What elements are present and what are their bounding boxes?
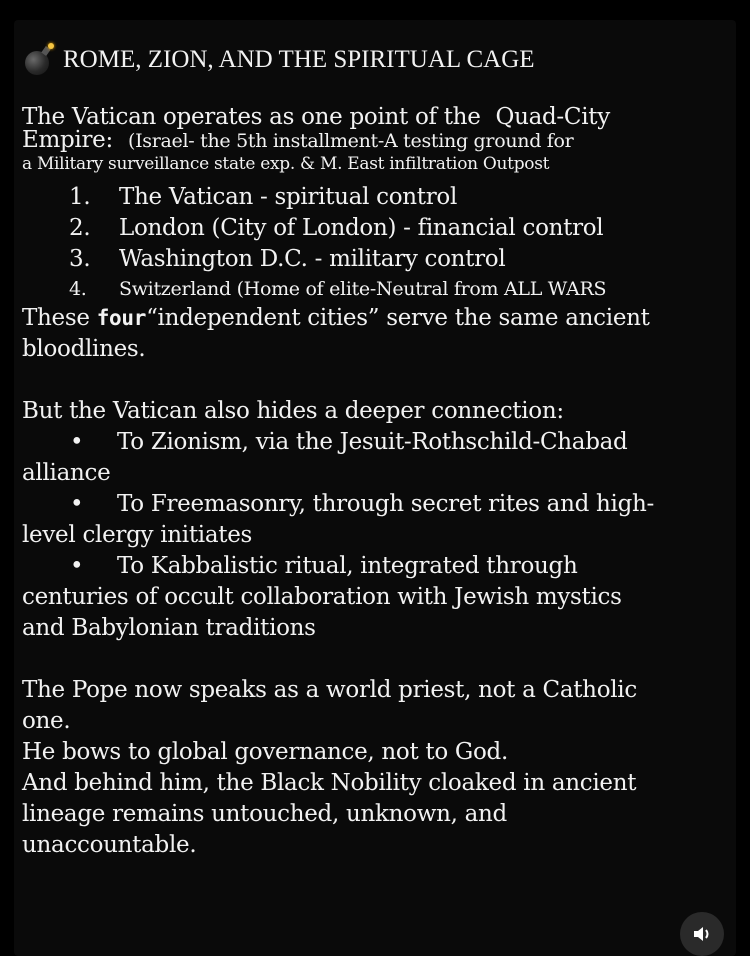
- connection-lead: But the Vatican also hides a deeper connection:: [22, 398, 564, 424]
- four-word: four: [96, 306, 147, 330]
- city-list: [22, 182, 712, 303]
- list-item: • To Freemasonry, through secret rites and high-: [70, 491, 654, 517]
- list-item: • To Kabbalistic ritual, integrated through: [70, 553, 578, 579]
- intro-paragraph: [22, 102, 712, 176]
- list-item: 1. The Vatican - spiritual control: [69, 184, 458, 210]
- summary-paragraph: These four“independent cities” serve the same ancient bloodlines.: [22, 305, 650, 362]
- bomb-icon: [21, 43, 55, 77]
- intro-highlight: Quad-City: [495, 104, 610, 130]
- intro-empire: Empire:: [22, 127, 113, 153]
- connection-paragraph: But the Vatican also hides a deeper connection: • To Zionism, via the Jesuit-Rothschild-Chabad alliance • To Freemasonry, through secret rites and high- level clergy initiates • To Kabbalistic ritual, integrated through centuries of occult collaboration with Jewish mystics and Babylonian traditions: [22, 396, 712, 644]
- intro-aside: (Israel- the 5th installment-A testing ground for: [127, 130, 574, 152]
- post-title: [21, 40, 712, 80]
- intro-text: The Vatican operates as one point of the: [22, 104, 481, 130]
- post-content: [22, 40, 712, 861]
- sound-toggle-button[interactable]: [680, 912, 724, 956]
- intro-aside-2: a Military surveillance state exp. & M. East infiltration Outpost: [22, 154, 550, 174]
- title-text: ROME, ZION, AND THE SPIRITUAL CAGE: [63, 46, 535, 73]
- speaker-icon: [692, 925, 712, 943]
- list-item: 3. Washington D.C. - military control: [69, 246, 506, 272]
- list-item: 2. London (City of London) - financial control: [69, 215, 604, 241]
- list-item: • To Zionism, via the Jesuit-Rothschild-Chabad: [70, 429, 628, 455]
- closing-paragraph: The Pope now speaks as a world priest, not a Catholic one. He bows to global governance, not to God. And behind him, the Black Nobility cloaked in ancient lineage remains untouched, unknown, and unaccountable.: [22, 677, 637, 858]
- list-item: 4. Switzerland (Home of elite-Neutral from ALL WARS: [69, 278, 607, 300]
